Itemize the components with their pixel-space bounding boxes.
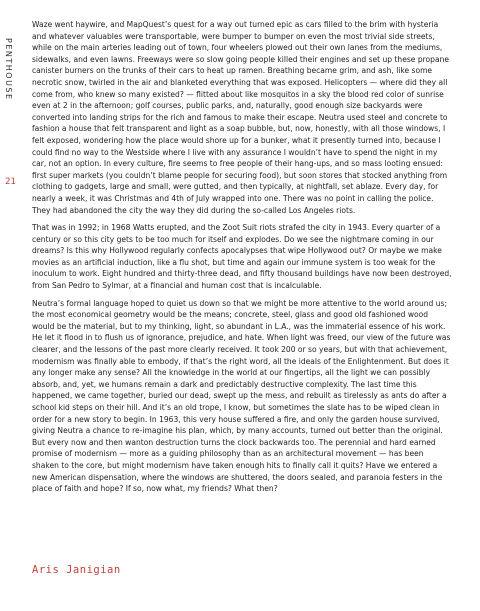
author-signature: Aris Janigian [32, 564, 121, 576]
paragraph: Waze went haywire, and MapQuest’s quest for a way out turned epic as cars filled to the brim with hysteria and whatever valuables were transportable, were bumper to bumper on even the most trivial side streets, while on the main arteries leading out of town, four wheelers plowed out their own lanes from the mediums, sidewalks, and even lawns. Freeways were so slow going people killed their engines and set up these propane canister burners on the trunks of their cars to heat up ramen. Breathing became grim, and ash, like some necrotic snow, twirled in the air and blanketed everything that was exposed. Helicopters — where did they all come from, who knew so many existed? — flitted about like mosquitos in a sky the blood red color of sunrise even at 2 in the afternoon; golf courses, public parks, and, naturally, good enough size backyards were converted into landing strips for the rich and famous to make their escape. Neutra used steel and concrete to fashion a house that felt transparent and light as a soap bubble, but, now, honestly, with all those windows, I felt exposed, wondering how the place would shore up for a bunker, what it presently turned into, because I could find no way to the Westside where I live with any assurance I wouldn’t have to spend the night in my car, not an option. In every culture, fire seems to free people of their hang-ups, and so mass looting ensued: first super markets (you couldn’t blame people for securing food), but soon stores that stocked anything from clothing to gadgets, large and small, were gutted, and then typically, at nightfall, set ablaze. Every day, for nearly a week, it was Christmas and 4th of July wrapped into one. There was no point in calling the police. They had abandoned the city the way they did during the so-called Los Angeles riots. [32, 20, 450, 215]
page-number: 21 [5, 177, 16, 187]
article-body [32, 19, 452, 501]
paragraph: That was in 1992; in 1968 Watts erupted, and the Zoot Suit riots strafed the city in 1943. Every quarter of a century or so this city gets to be too much for itself and explodes. Do we see the nightmare coming in our dreams? Is this why Hollywood regularly confects apocalypses that wipe Hollywood out? Or maybe we make movies as an artificial induction, like a flu shot, but time and again our immune system is too weak for the inoculum to work. Eight hundred and thirty-three dead, and fifty thousand buildings have now been destroyed, from San Pedro to Sylmar, at a financial and human cost that is incalculable. [32, 223, 452, 291]
paragraph: Neutra’s formal language hoped to quiet us down so that we might be more attentive to the world around us; the most economical geometry would be the means; concrete, steel, glass and good old fashioned wood would be the material, but to my thinking, light, so abundant in L.A., was the immaterial essence of his work. He let it flood in to flush us of ignorance, prejudice, and hate. When light was freed, our view of the future was clearer, and the lessons of the past more clearly received. It took 200 or so years, but with that achievement, modernism was finally able to embody, if that’s the right word, all the ideals of the Enlightenment. But does it any longer make any sense? All the knowledge in the world at our fingertips, all the light we can possibly absorb, and, yet, we humans remain a dark and predictably destructive complexity. The last time this happened, we came together, buried our dead, swept up the mess, and rebuilt as tirelessly as ants do after a school kid steps on their hill. And it’s an old trope, I know, but sometimes the slate has to be wiped clean in order for a new story to begin. In 1963, this very house suffered a fire, and only the garden house survived, giving Neutra a chance to re-imagine his plan, which, by many accounts, turned out better than the original. But every now and then wanton destruction turns the clock backwards too. The perennial and hard earned promise of modernism — more as a guiding philosophy than as an architectural movement — has been shaken to the core, but might modernism have taken enough hits to finally call it quits? Have we entered a new American dispensation, where the windows are shuttered, the doors sealed, and paranoia festers in the place of faith and hope? If so, now what, my friends? What then? [32, 298, 451, 494]
magazine-name: PENTHOUSE [4, 38, 13, 101]
